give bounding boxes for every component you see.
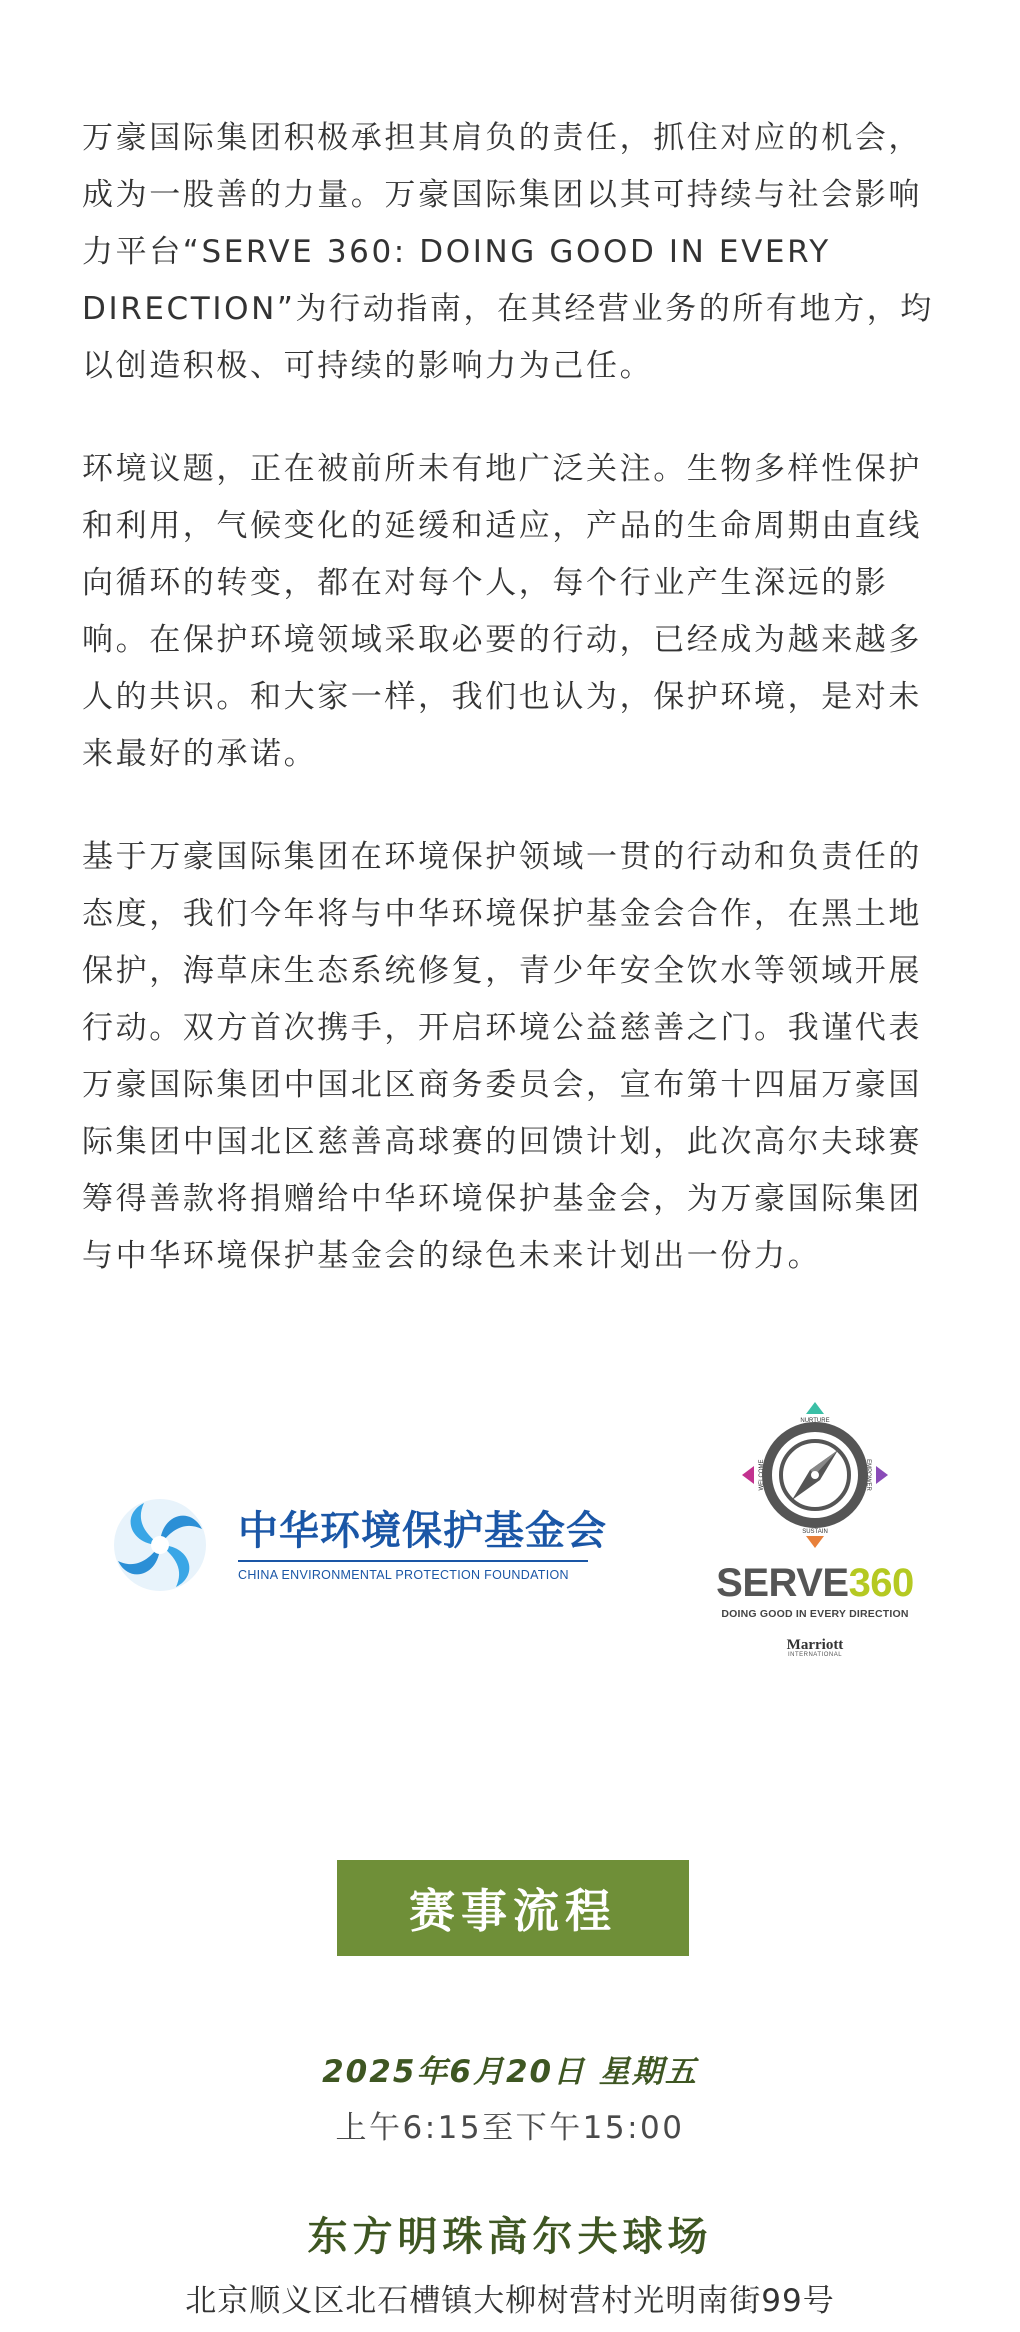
event-time: 上午6:15至下午15:00 [335,2110,685,2146]
compass-label-sustain: SUSTAIN [802,1529,828,1535]
serve-360-number: 360 [848,1561,914,1605]
section-title-badge: 赛事流程 [337,1860,689,1956]
paragraph-environment: 环境议题，正在被前所未有地广泛关注。生物多样性保护和利用，气候变化的延缓和适应，产品的生命周期由直线向循环的转变，都在对每个人，每个行业产生深远的影响。在保护环境领域采取必要的行动，已经成为越来越多人的共识。和大家一样，我们也认为，保护环境，是对未来最好的承诺。 [82,451,922,772]
serve360-tagline: DOING GOOD IN EVERY DIRECTION [721,1608,909,1620]
cepf-logo [110,1495,607,1595]
article-body [82,110,952,1331]
serve360-wordmark [700,1560,930,1606]
event-date: 2025年6月20日 星期五 [322,2054,698,2090]
serve360-logo [700,1400,930,1658]
venue-name: 东方明珠高尔夫球场 [307,2214,713,2260]
cepf-name-en: CHINA ENVIRONMENTAL PROTECTION FOUNDATION [238,1568,569,1582]
paragraph-serve360-intro: 万豪国际集团积极承担其肩负的责任，抓住对应的机会，成为一股善的力量。万豪国际集团以其可持续与社会影响力平台“SERVE 360: DOING GOOD IN EVERY DIRECTION”为行动指南，在其经营业务的所有地方，均以创造积极、可持续的影响力为己任。 [82,120,934,384]
cepf-name-cn: 中华环境保护基金会 [238,1507,607,1554]
marriott-brand: Marriott [786,1637,844,1653]
partner-logos [0,1390,1020,1710]
marriott-brand-sub: INTERNATIONAL [787,1652,843,1658]
serve-word: SERVE [716,1561,849,1605]
compass-label-welcome: WELCOME [759,1459,765,1491]
paragraph-partnership: 基于万豪国际集团在环境保护领域一贯的行动和负责任的态度，我们今年将与中华环境保护基金会合作，在黑土地保护，海草床生态系统修复，青少年安全饮水等领域开展行动。双方首次携手，开启环境公益慈善之门。我谨代表万豪国际集团中国北区商务委员会，宣布第十四届万豪国际集团中国北区慈善高球赛的回馈计划，此次高尔夫球赛筹得善款将捐赠给中华环境保护基金会，为万豪国际集团与中华环境保护基金会的绿色未来计划出一份力。 [82,839,922,1274]
compass-label-empower: EMPOWER [865,1459,871,1491]
swirl-icon [110,1495,210,1595]
compass-label-nurture: NURTURE [800,1418,830,1424]
compass-icon [740,1400,890,1550]
venue-address: 北京顺义区北石槽镇大柳树营村光明南街99号 [185,2283,835,2319]
cepf-divider [238,1560,588,1562]
